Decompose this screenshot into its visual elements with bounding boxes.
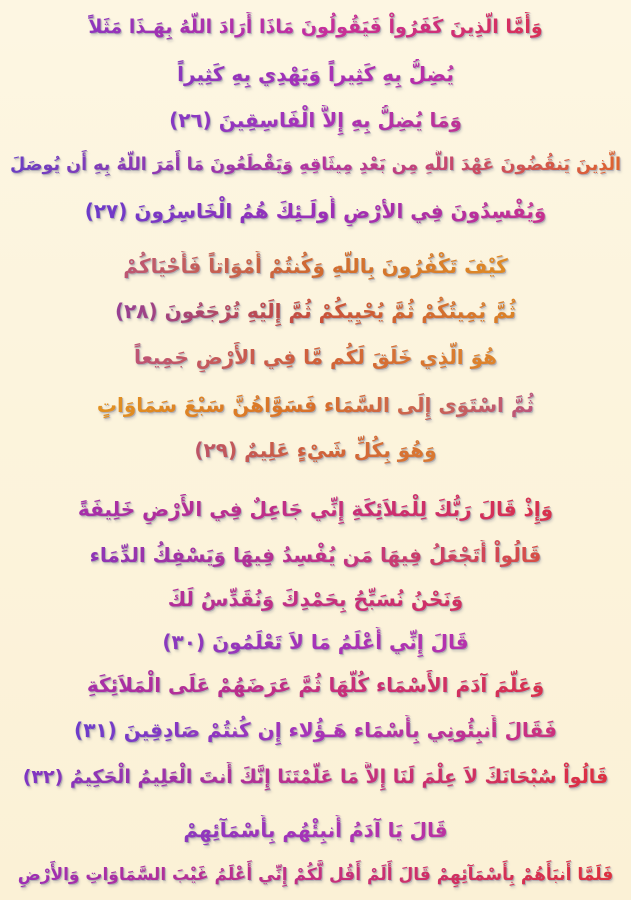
verse-line-13: وَنَحْنُ نُسَبِّحُ بِحَمْدِكَ وَنُقَدِّسُ لَكَ (0, 584, 631, 614)
verse-line-14: قَالَ إِنِّي أَعْلَمُ مَا لاَ تَعْلَمُونَ (٣٠) (0, 627, 631, 657)
verse-line-5: وَيُفْسِدُونَ فِي الأرْضِ أُولَـئِكَ هُمُ الْخَاسِرُونَ (٢٧) (0, 196, 631, 226)
verse-line-19: فَلَمَّا أَنبَأَهُمْ بِأَسْمَآئِهِمْ قَالَ أَلَمْ أَقُل لَّكُمْ إِنِّي أَعْلَمُ غَيْبَ السَّمَاوَاتِ وَالأَرْضِ (0, 860, 631, 890)
verse-line-9: ثُمَّ اسْتَوَى إِلَى السَّمَاء فَسَوَّاهُنَّ سَبْعَ سَمَاوَاتٍ (0, 390, 631, 420)
verse-line-1: وَأَمَّا الَّذِينَ كَفَرُواْ فَيَقُولُونَ مَاذَا أَرَادَ اللّهُ بِهَـذَا مَثَلاً (0, 12, 631, 42)
verse-line-12: قَالُواْ أَتَجْعَلُ فِيهَا مَن يُفْسِدُ فِيهَا وَيَسْفِكُ الدِّمَاء (0, 540, 631, 570)
verse-line-16: فَقَالَ أَنبِئُونِي بِأَسْمَاء هَـؤُلاء إِن كُنتُمْ صَادِقِينَ (٣١) (0, 715, 631, 745)
verse-line-11: وَإِذْ قَالَ رَبُّكَ لِلْمَلاَئِكَةِ إِنِّي جَاعِلٌ فِي الأَرْضِ خَلِيفَةً (0, 494, 631, 524)
verse-line-6: كَيْفَ تَكْفُرُونَ بِاللَّهِ وَكُنتُمْ أَمْوَاتاً فَأَحْيَاكُمْ (0, 251, 631, 281)
verse-line-8: هُوَ الَّذِي خَلَقَ لَكُم مَّا فِي الأَرْضِ جَمِيعاً (0, 342, 631, 372)
verse-line-3: وَمَا يُضِلُّ بِهِ إِلاَّ الْفَاسِقِينَ (٢٦) (0, 105, 631, 135)
verse-line-4: الَّذِينَ يَنقُضُونَ عَهْدَ اللَّهِ مِن بَعْدِ مِيثَاقِهِ وَيَقْطَعُونَ مَا أَمَرَ اللّهُ بِهِ أَن يُوصَلَ (0, 150, 631, 180)
verse-line-10: وَهُوَ بِكُلِّ شَيْءٍ عَلِيمٌ (٢٩) (0, 435, 631, 465)
verse-line-2: يُضِلُّ بِهِ كَثِيراً وَيَهْدِي بِهِ كَثِيراً (0, 59, 631, 89)
verse-line-7: ثُمَّ يُمِيتُكُمْ ثُمَّ يُحْيِيكُمْ ثُمَّ إِلَيْهِ تُرْجَعُونَ (٢٨) (0, 296, 631, 326)
verse-line-15: وَعَلَّمَ آدَمَ الأَسْمَاء كُلَّهَا ثُمَّ عَرَضَهُمْ عَلَى الْمَلاَئِكَةِ (0, 670, 631, 700)
verse-line-18: قَالَ يَا آدَمُ أَنبِئْهُم بِأَسْمَآئِهِمْ (0, 815, 631, 845)
verse-line-17: قَالُواْ سُبْحَانَكَ لاَ عِلْمَ لَنَا إِلاَّ مَا عَلَّمْتَنَا إِنَّكَ أَنتَ الْعَلِيمُ الْحَكِيمُ (٣٢) (0, 762, 631, 792)
